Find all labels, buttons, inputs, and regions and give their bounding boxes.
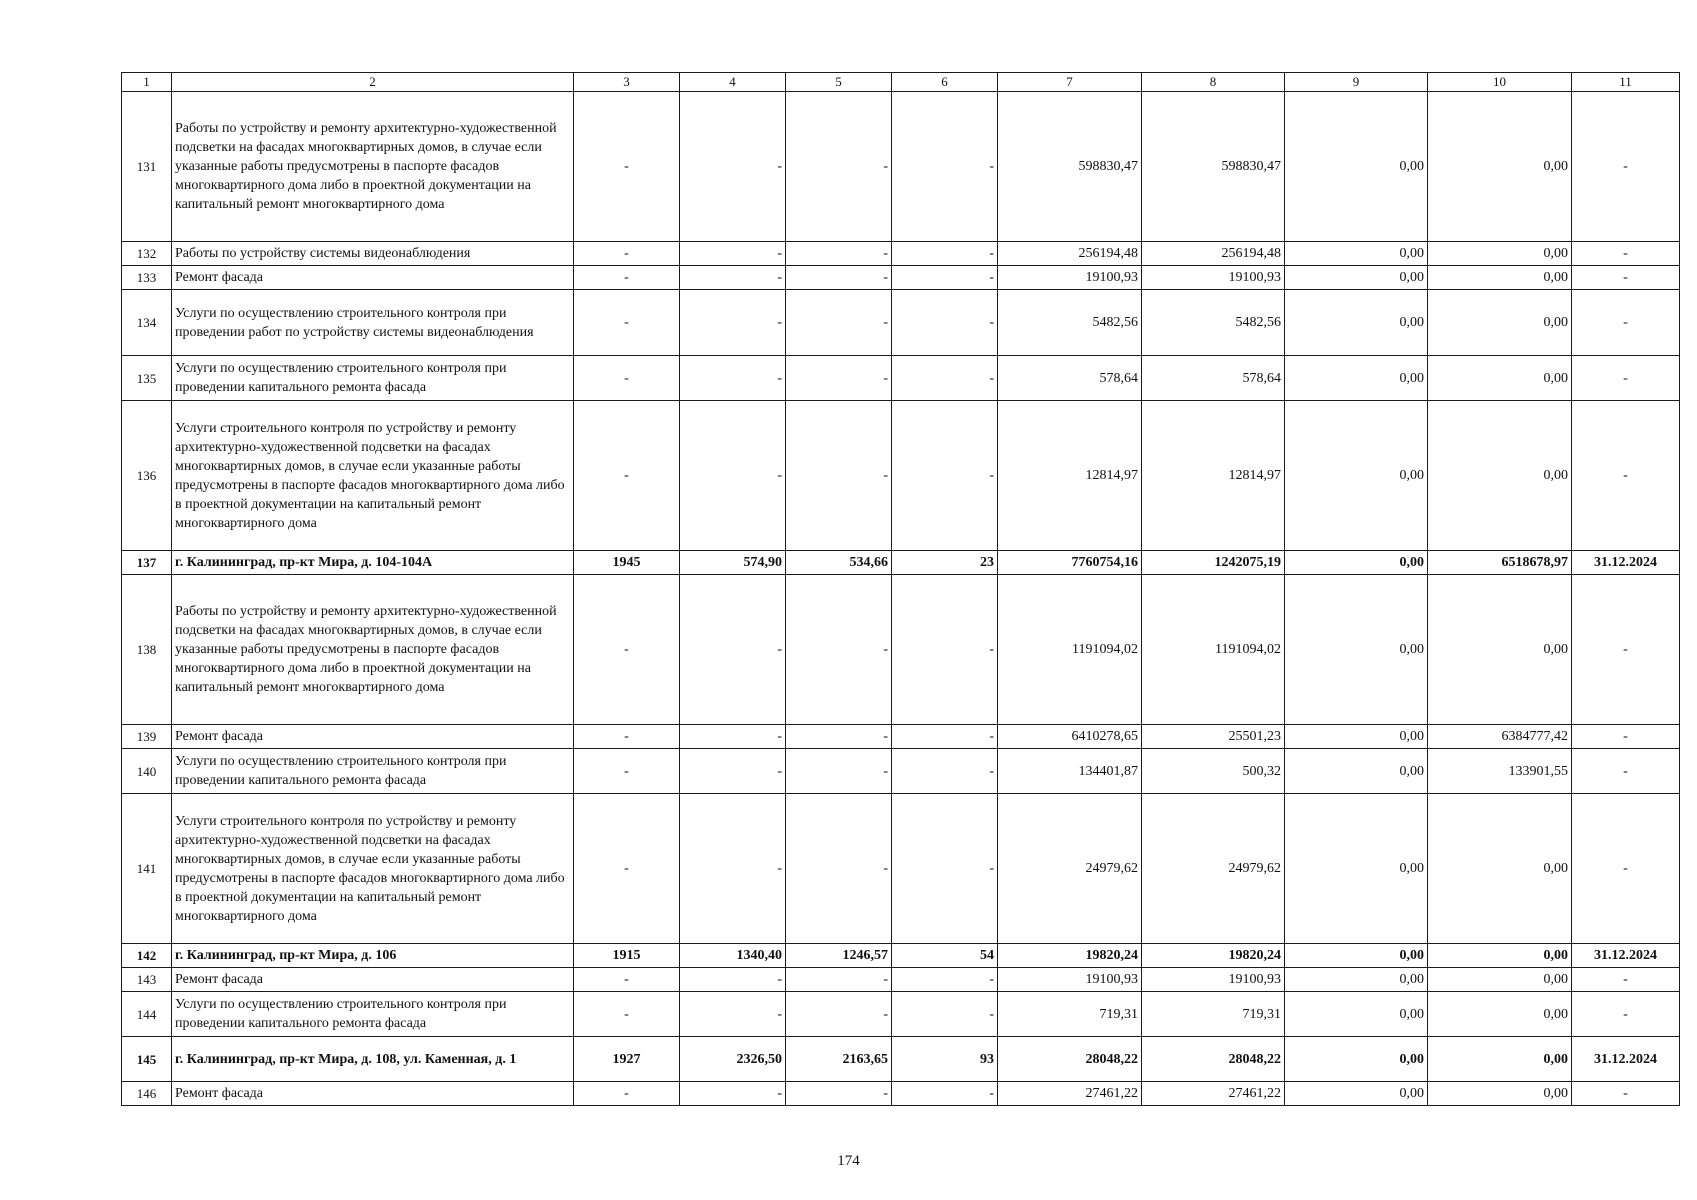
table-row <box>122 575 1680 725</box>
col8-cell: 28048,22 <box>1142 1037 1285 1082</box>
col6-cell: 23 <box>892 551 998 575</box>
col10-cell: 6384777,42 <box>1428 725 1572 749</box>
col5-cell: - <box>786 356 892 401</box>
col5-cell: - <box>786 290 892 356</box>
col8-cell: 500,32 <box>1142 749 1285 794</box>
col8-cell: 719,31 <box>1142 992 1285 1037</box>
table-row <box>122 749 1680 794</box>
col4-cell: - <box>680 749 786 794</box>
col7-cell: 598830,47 <box>998 92 1142 242</box>
col4-cell: 1340,40 <box>680 944 786 968</box>
col7-cell: 7760754,16 <box>998 551 1142 575</box>
col10-cell: 0,00 <box>1428 356 1572 401</box>
row-number-cell: 139 <box>122 725 172 749</box>
col5-cell: 2163,65 <box>786 1037 892 1082</box>
col6-cell: 93 <box>892 1037 998 1082</box>
column-number: 2 <box>172 73 574 92</box>
col4-cell: - <box>680 266 786 290</box>
table-row <box>122 1037 1680 1082</box>
description-cell: Услуги по осуществлению строительного контроля при проведении работ по устройству системы видеонаблюдения <box>172 290 574 356</box>
col6-cell: - <box>892 725 998 749</box>
col9-cell: 0,00 <box>1285 242 1428 266</box>
col11-cell: - <box>1572 1082 1680 1106</box>
col4-cell: - <box>680 1082 786 1106</box>
column-number: 9 <box>1285 73 1428 92</box>
col8-cell: 5482,56 <box>1142 290 1285 356</box>
table-row <box>122 944 1680 968</box>
col9-cell: 0,00 <box>1285 749 1428 794</box>
column-number: 4 <box>680 73 786 92</box>
col11-cell: - <box>1572 725 1680 749</box>
col6-cell: - <box>892 356 998 401</box>
col4-cell: - <box>680 968 786 992</box>
table-row <box>122 1082 1680 1106</box>
col9-cell: 0,00 <box>1285 1037 1428 1082</box>
col9-cell: 0,00 <box>1285 401 1428 551</box>
col9-cell: 0,00 <box>1285 266 1428 290</box>
col10-cell: 0,00 <box>1428 1082 1572 1106</box>
col4-cell: - <box>680 725 786 749</box>
description-cell: г. Калининград, пр-кт Мира, д. 106 <box>172 944 574 968</box>
col9-cell: 0,00 <box>1285 1082 1428 1106</box>
col4-cell: - <box>680 92 786 242</box>
col7-cell: 6410278,65 <box>998 725 1142 749</box>
col3-cell: - <box>574 968 680 992</box>
col4-cell: - <box>680 992 786 1037</box>
col8-cell: 19820,24 <box>1142 944 1285 968</box>
col8-cell: 256194,48 <box>1142 242 1285 266</box>
row-number-cell: 134 <box>122 290 172 356</box>
col6-cell: - <box>892 794 998 944</box>
row-number-cell: 137 <box>122 551 172 575</box>
col9-cell: 0,00 <box>1285 290 1428 356</box>
col7-cell: 12814,97 <box>998 401 1142 551</box>
data-table <box>121 72 1680 1106</box>
col4-cell: - <box>680 242 786 266</box>
col7-cell: 256194,48 <box>998 242 1142 266</box>
row-number-cell: 133 <box>122 266 172 290</box>
col7-cell: 1191094,02 <box>998 575 1142 725</box>
column-number: 8 <box>1142 73 1285 92</box>
col7-cell: 19100,93 <box>998 968 1142 992</box>
col3-cell: - <box>574 725 680 749</box>
table-row <box>122 551 1680 575</box>
col10-cell: 133901,55 <box>1428 749 1572 794</box>
col11-cell: - <box>1572 290 1680 356</box>
col5-cell: - <box>786 992 892 1037</box>
description-cell: Услуги по осуществлению строительного контроля при проведении капитального ремонта фасада <box>172 992 574 1037</box>
col3-cell: - <box>574 794 680 944</box>
col7-cell: 19100,93 <box>998 266 1142 290</box>
col7-cell: 719,31 <box>998 992 1142 1037</box>
col5-cell: 534,66 <box>786 551 892 575</box>
col10-cell: 0,00 <box>1428 290 1572 356</box>
col9-cell: 0,00 <box>1285 944 1428 968</box>
description-cell: Работы по устройству системы видеонаблюдения <box>172 242 574 266</box>
description-cell: Ремонт фасада <box>172 266 574 290</box>
col8-cell: 578,64 <box>1142 356 1285 401</box>
col8-cell: 1191094,02 <box>1142 575 1285 725</box>
row-number-cell: 136 <box>122 401 172 551</box>
description-cell: Услуги строительного контроля по устройству и ремонту архитектурно-художественной подсветки на фасадах многоквартирных домов, в случае если указанные работы предусмотрены в паспорте фасадов многоквартирного дома либо в проектной документации на капитальный ремонт многоквартирного дома <box>172 401 574 551</box>
col4-cell: 2326,50 <box>680 1037 786 1082</box>
column-number: 7 <box>998 73 1142 92</box>
col8-cell: 598830,47 <box>1142 92 1285 242</box>
col4-cell: - <box>680 575 786 725</box>
description-cell: Ремонт фасада <box>172 968 574 992</box>
col9-cell: 0,00 <box>1285 992 1428 1037</box>
row-number-cell: 138 <box>122 575 172 725</box>
col5-cell: - <box>786 749 892 794</box>
col8-cell: 25501,23 <box>1142 725 1285 749</box>
table-row <box>122 356 1680 401</box>
col6-cell: - <box>892 1082 998 1106</box>
col11-cell: - <box>1572 992 1680 1037</box>
col9-cell: 0,00 <box>1285 575 1428 725</box>
row-number-cell: 132 <box>122 242 172 266</box>
row-number-cell: 135 <box>122 356 172 401</box>
col3-cell: - <box>574 356 680 401</box>
col6-cell: - <box>892 266 998 290</box>
row-number-cell: 131 <box>122 92 172 242</box>
col10-cell: 0,00 <box>1428 968 1572 992</box>
row-number-cell: 145 <box>122 1037 172 1082</box>
col5-cell: - <box>786 575 892 725</box>
col8-cell: 12814,97 <box>1142 401 1285 551</box>
col11-cell: - <box>1572 575 1680 725</box>
col3-cell: - <box>574 749 680 794</box>
col6-cell: - <box>892 992 998 1037</box>
col10-cell: 0,00 <box>1428 92 1572 242</box>
column-number: 10 <box>1428 73 1572 92</box>
table-row <box>122 725 1680 749</box>
col10-cell: 0,00 <box>1428 992 1572 1037</box>
col11-cell: - <box>1572 401 1680 551</box>
col3-cell: - <box>574 992 680 1037</box>
description-cell: Работы по устройству и ремонту архитектурно-художественной подсветки на фасадах многоквартирных домов, в случае если указанные работы предусмотрены в паспорте фасадов многоквартирного дома либо в проектной документации на капитальный ремонт многоквартирного дома <box>172 575 574 725</box>
col6-cell: - <box>892 401 998 551</box>
page-number: 174 <box>837 1153 860 1169</box>
col6-cell: - <box>892 749 998 794</box>
col5-cell: - <box>786 242 892 266</box>
col4-cell: - <box>680 290 786 356</box>
col9-cell: 0,00 <box>1285 356 1428 401</box>
col5-cell: - <box>786 266 892 290</box>
col10-cell: 0,00 <box>1428 575 1572 725</box>
col8-cell: 27461,22 <box>1142 1082 1285 1106</box>
description-cell: г. Калининград, пр-кт Мира, д. 104-104А <box>172 551 574 575</box>
col7-cell: 578,64 <box>998 356 1142 401</box>
col7-cell: 28048,22 <box>998 1037 1142 1082</box>
table-row <box>122 992 1680 1037</box>
description-cell: г. Калининград, пр-кт Мира, д. 108, ул. Каменная, д. 1 <box>172 1037 574 1082</box>
col11-cell: - <box>1572 968 1680 992</box>
table-row <box>122 401 1680 551</box>
col6-cell: - <box>892 290 998 356</box>
col9-cell: 0,00 <box>1285 725 1428 749</box>
col11-cell: 31.12.2024 <box>1572 944 1680 968</box>
table-row <box>122 968 1680 992</box>
row-number-cell: 142 <box>122 944 172 968</box>
column-number: 6 <box>892 73 998 92</box>
row-number-cell: 143 <box>122 968 172 992</box>
col10-cell: 0,00 <box>1428 794 1572 944</box>
table-row <box>122 290 1680 356</box>
col8-cell: 19100,93 <box>1142 266 1285 290</box>
col3-cell: - <box>574 266 680 290</box>
row-number-cell: 140 <box>122 749 172 794</box>
col5-cell: 1246,57 <box>786 944 892 968</box>
col11-cell: 31.12.2024 <box>1572 1037 1680 1082</box>
col6-cell: - <box>892 968 998 992</box>
col9-cell: 0,00 <box>1285 92 1428 242</box>
col4-cell: - <box>680 356 786 401</box>
col5-cell: - <box>786 401 892 551</box>
column-number: 11 <box>1572 73 1680 92</box>
col5-cell: - <box>786 968 892 992</box>
col4-cell: - <box>680 401 786 551</box>
col10-cell: 0,00 <box>1428 266 1572 290</box>
col6-cell: - <box>892 575 998 725</box>
col11-cell: - <box>1572 266 1680 290</box>
col10-cell: 0,00 <box>1428 401 1572 551</box>
table-row <box>122 242 1680 266</box>
col3-cell: - <box>574 242 680 266</box>
col9-cell: 0,00 <box>1285 551 1428 575</box>
col7-cell: 27461,22 <box>998 1082 1142 1106</box>
col6-cell: - <box>892 92 998 242</box>
col3-cell: 1927 <box>574 1037 680 1082</box>
col8-cell: 19100,93 <box>1142 968 1285 992</box>
col6-cell: - <box>892 242 998 266</box>
col5-cell: - <box>786 92 892 242</box>
col11-cell: - <box>1572 794 1680 944</box>
col8-cell: 24979,62 <box>1142 794 1285 944</box>
col7-cell: 19820,24 <box>998 944 1142 968</box>
col11-cell: - <box>1572 92 1680 242</box>
description-cell: Услуги по осуществлению строительного контроля при проведении капитального ремонта фасада <box>172 356 574 401</box>
description-cell: Работы по устройству и ремонту архитектурно-художественной подсветки на фасадах многоквартирных домов, в случае если указанные работы предусмотрены в паспорте фасадов многоквартирного дома либо в проектной документации на капитальный ремонт многоквартирного дома <box>172 92 574 242</box>
col6-cell: 54 <box>892 944 998 968</box>
description-cell: Услуги по осуществлению строительного контроля при проведении капитального ремонта фасада <box>172 749 574 794</box>
col8-cell: 1242075,19 <box>1142 551 1285 575</box>
table-row <box>122 92 1680 242</box>
column-number: 5 <box>786 73 892 92</box>
column-number: 1 <box>122 73 172 92</box>
table-row <box>122 266 1680 290</box>
column-number: 3 <box>574 73 680 92</box>
col5-cell: - <box>786 794 892 944</box>
row-number-cell: 141 <box>122 794 172 944</box>
col3-cell: 1915 <box>574 944 680 968</box>
col11-cell: - <box>1572 749 1680 794</box>
col7-cell: 134401,87 <box>998 749 1142 794</box>
col11-cell: - <box>1572 356 1680 401</box>
col4-cell: 574,90 <box>680 551 786 575</box>
col10-cell: 0,00 <box>1428 242 1572 266</box>
description-cell: Услуги строительного контроля по устройству и ремонту архитектурно-художественной подсветки на фасадах многоквартирных домов, в случае если указанные работы предусмотрены в паспорте фасадов многоквартирного дома либо в проектной документации на капитальный ремонт многоквартирного дома <box>172 794 574 944</box>
col3-cell: - <box>574 401 680 551</box>
col10-cell: 6518678,97 <box>1428 551 1572 575</box>
row-number-cell: 144 <box>122 992 172 1037</box>
col10-cell: 0,00 <box>1428 944 1572 968</box>
col11-cell: - <box>1572 242 1680 266</box>
col10-cell: 0,00 <box>1428 1037 1572 1082</box>
col5-cell: - <box>786 725 892 749</box>
col3-cell: - <box>574 575 680 725</box>
col3-cell: - <box>574 92 680 242</box>
col5-cell: - <box>786 1082 892 1106</box>
row-number-cell: 146 <box>122 1082 172 1106</box>
col3-cell: 1945 <box>574 551 680 575</box>
column-number-row <box>122 73 1680 92</box>
col3-cell: - <box>574 290 680 356</box>
table-row <box>122 794 1680 944</box>
col7-cell: 5482,56 <box>998 290 1142 356</box>
description-cell: Ремонт фасада <box>172 725 574 749</box>
col3-cell: - <box>574 1082 680 1106</box>
description-cell: Ремонт фасада <box>172 1082 574 1106</box>
col11-cell: 31.12.2024 <box>1572 551 1680 575</box>
col7-cell: 24979,62 <box>998 794 1142 944</box>
col9-cell: 0,00 <box>1285 968 1428 992</box>
col9-cell: 0,00 <box>1285 794 1428 944</box>
col4-cell: - <box>680 794 786 944</box>
